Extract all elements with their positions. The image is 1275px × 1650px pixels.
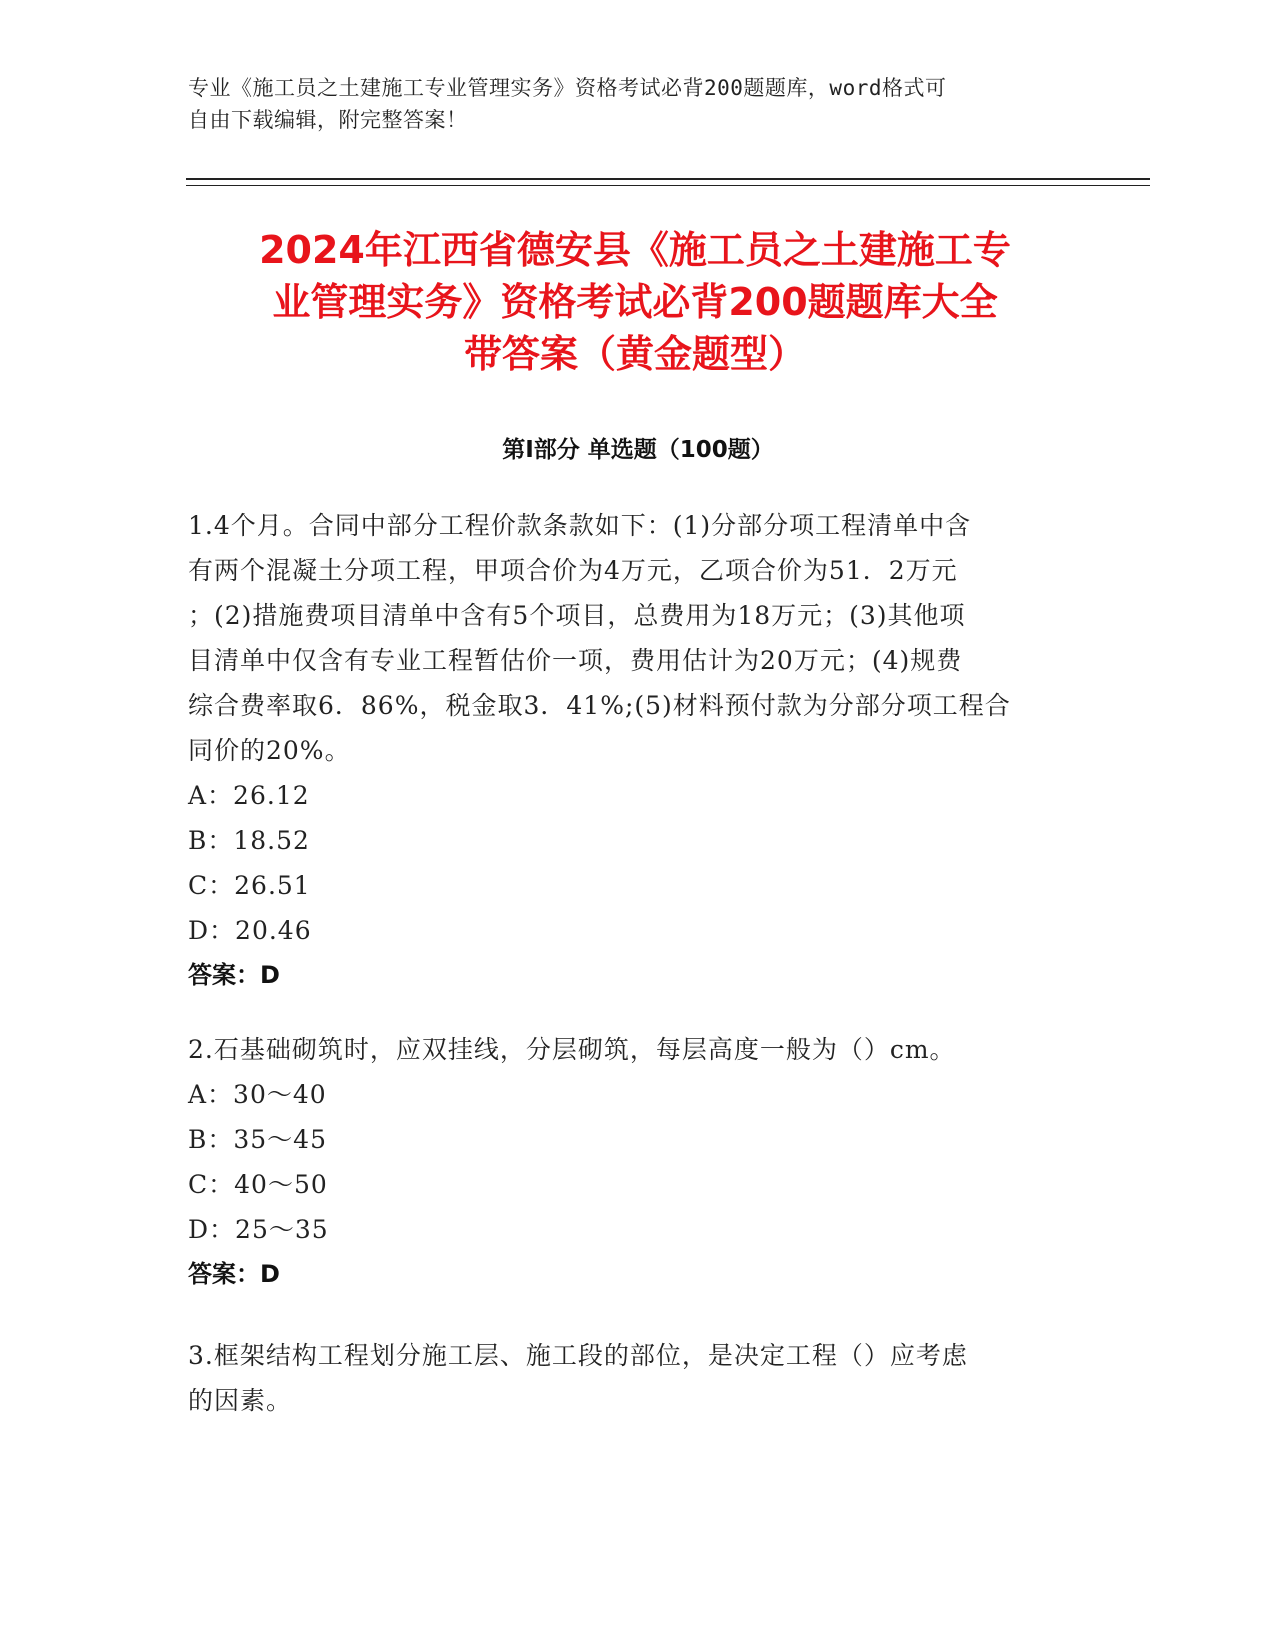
document-title-line: 业管理实务》资格考试必背200题题库大全 <box>272 280 998 324</box>
option-b: B：35～45 <box>188 1125 327 1154</box>
question-stem-line: 目清单中仅含有专业工程暂估价一项，费用估计为20万元；(4)规费 <box>188 646 963 675</box>
header-divider <box>186 178 1150 180</box>
option-a: A：30～40 <box>188 1080 327 1109</box>
header-note <box>188 72 1068 136</box>
question-stem-line: 的因素。 <box>188 1386 293 1415</box>
question-1 <box>188 503 1068 998</box>
question-3 <box>188 1333 1068 1423</box>
question-stem <box>188 1333 1068 1423</box>
option-d: D：20.46 <box>188 916 312 945</box>
question-stem-line: 同价的20%。 <box>188 736 351 765</box>
question-stem-line: 综合费率取6．86%，税金取3．41%;(5)材料预付款为分部分项工程合 <box>188 691 1011 720</box>
part-heading: 第Ⅰ部分 单选题（100题） <box>502 437 774 463</box>
header-note-line: 专业《施工员之土建施工专业管理实务》资格考试必背200题题库，word格式可 <box>188 76 947 100</box>
option-d: D：25～35 <box>188 1215 329 1244</box>
document-title-line: 2024年江西省德安县《施工员之土建施工专 <box>259 228 1011 272</box>
question-stem <box>188 1027 1068 1072</box>
answer: 答案：D <box>188 961 280 989</box>
option-c: C：40～50 <box>188 1170 328 1199</box>
header-divider-thin <box>186 185 1150 186</box>
question-2 <box>188 1027 1068 1297</box>
question-stem-line: 3.框架结构工程划分施工层、施工段的部位，是决定工程（）应考虑 <box>188 1341 968 1370</box>
option-a: A：26.12 <box>188 781 310 810</box>
document-title-line: 带答案（黄金题型） <box>463 332 806 376</box>
question-stem-line: ；(2)措施费项目清单中含有5个项目，总费用为18万元；(3)其他项 <box>188 601 966 630</box>
question-stem <box>188 503 1068 773</box>
question-stem-line: 1.4个月。合同中部分工程价款条款如下：(1)分部分项工程清单中含 <box>188 511 972 540</box>
option-c: C：26.51 <box>188 871 311 900</box>
question-stem-line: 2.石基础砌筑时，应双挂线，分层砌筑，每层高度一般为（）cm。 <box>188 1035 956 1064</box>
header-note-line: 自由下载编辑，附完整答案！ <box>188 108 468 132</box>
option-b: B：18.52 <box>188 826 310 855</box>
answer: 答案：D <box>188 1260 280 1288</box>
question-stem-line: 有两个混凝土分项工程，甲项合价为4万元，乙项合价为51．2万元 <box>188 556 958 585</box>
document-title <box>170 224 1100 380</box>
